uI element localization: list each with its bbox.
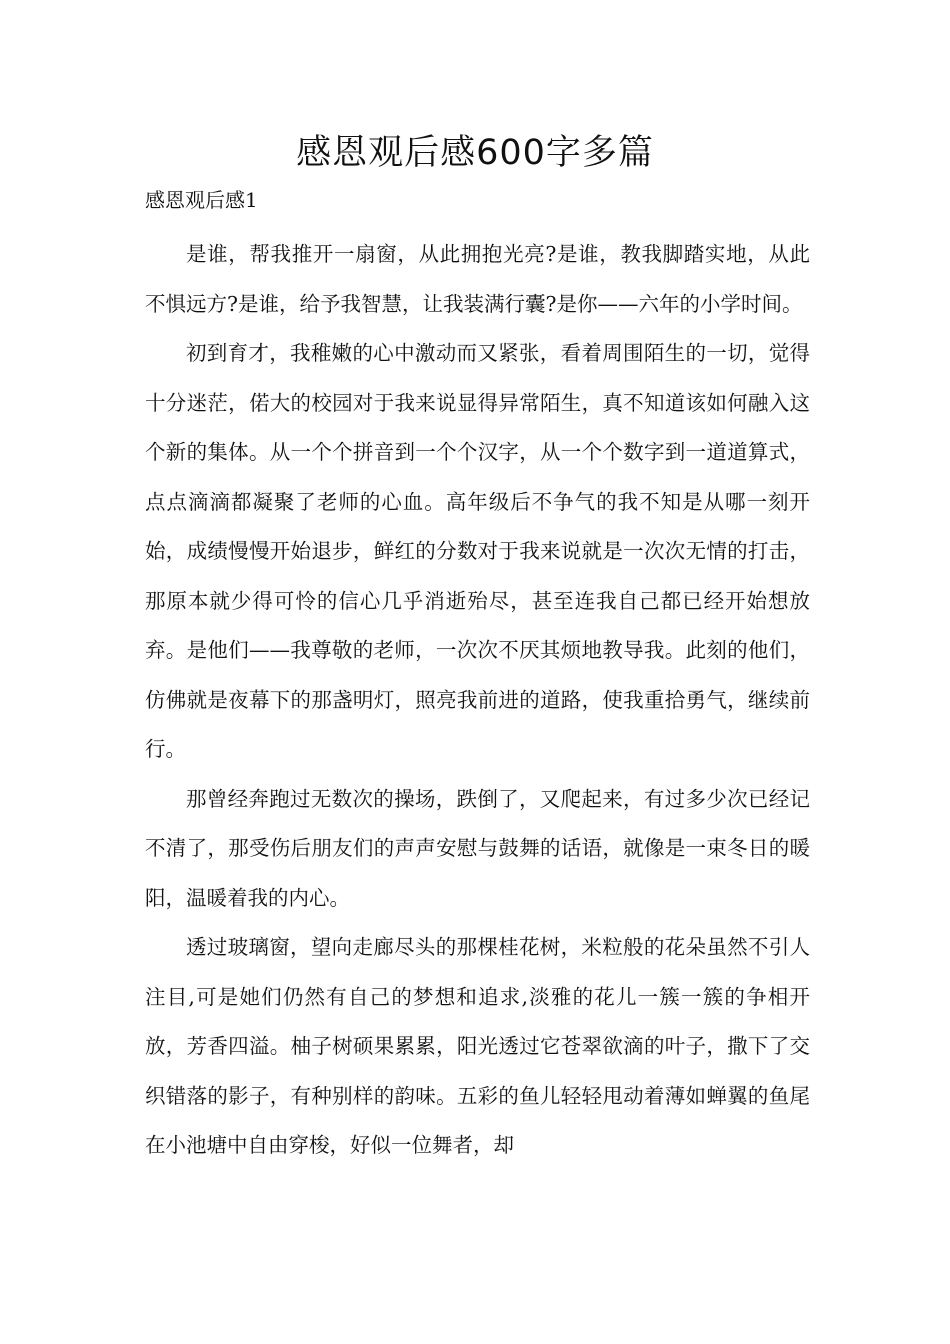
paragraph-1: 是谁，帮我推开一扇窗，从此拥抱光亮?是谁，教我脚踏实地，从此不惧远方?是谁，给予我智慧，让我装满行囊?是你——六年的小学时间。	[145, 242, 810, 316]
document-title: 感恩观后感600字多篇	[296, 133, 654, 173]
paragraph-3: 那曾经奔跑过无数次的操场，跌倒了，又爬起来，有过多少次已经记不清了，那受伤后朋友们的声声安慰与鼓舞的话语，就像是一束冬日的暖阳，温暖着我的内心。	[145, 786, 810, 910]
document-body	[145, 230, 810, 1171]
section-heading: 感恩观后感1	[145, 188, 258, 212]
paragraph-4: 透过玻璃窗，望向走廊尽头的那棵桂花树，米粒般的花朵虽然不引人注目,可是她们仍然有自己的梦想和追求,淡雅的花儿一簇一簇的争相开放，芳香四溢。柚子树硕果累累，阳光透过它苍翠欲滴的叶子，撒下了交织错落的影子，有种别样的韵味。五彩的鱼儿轻轻甩动着薄如蝉翼的鱼尾在小池塘中自由穿梭，好似一位舞者，却	[145, 935, 810, 1157]
paragraph-2: 初到育才，我稚嫩的心中激动而又紧张，看着周围陌生的一切，觉得十分迷茫，偌大的校园对于我来说显得异常陌生，真不知道该如何融入这个新的集体。从一个个拼音到一个个汉字，从一个个数字到一道道算式，点点滴滴都凝聚了老师的心血。高年级后不争气的我不知是从哪一刻开始，成绩慢慢开始退步，鲜红的分数对于我来说就是一次次无情的打击，那原本就少得可怜的信心几乎消逝殆尽，甚至连我自己都已经开始想放弃。是他们——我尊敬的老师，一次次不厌其烦地教导我。此刻的他们，仿佛就是夜幕下的那盏明灯，照亮我前进的道路，使我重拾勇气，继续前行。	[145, 341, 810, 761]
